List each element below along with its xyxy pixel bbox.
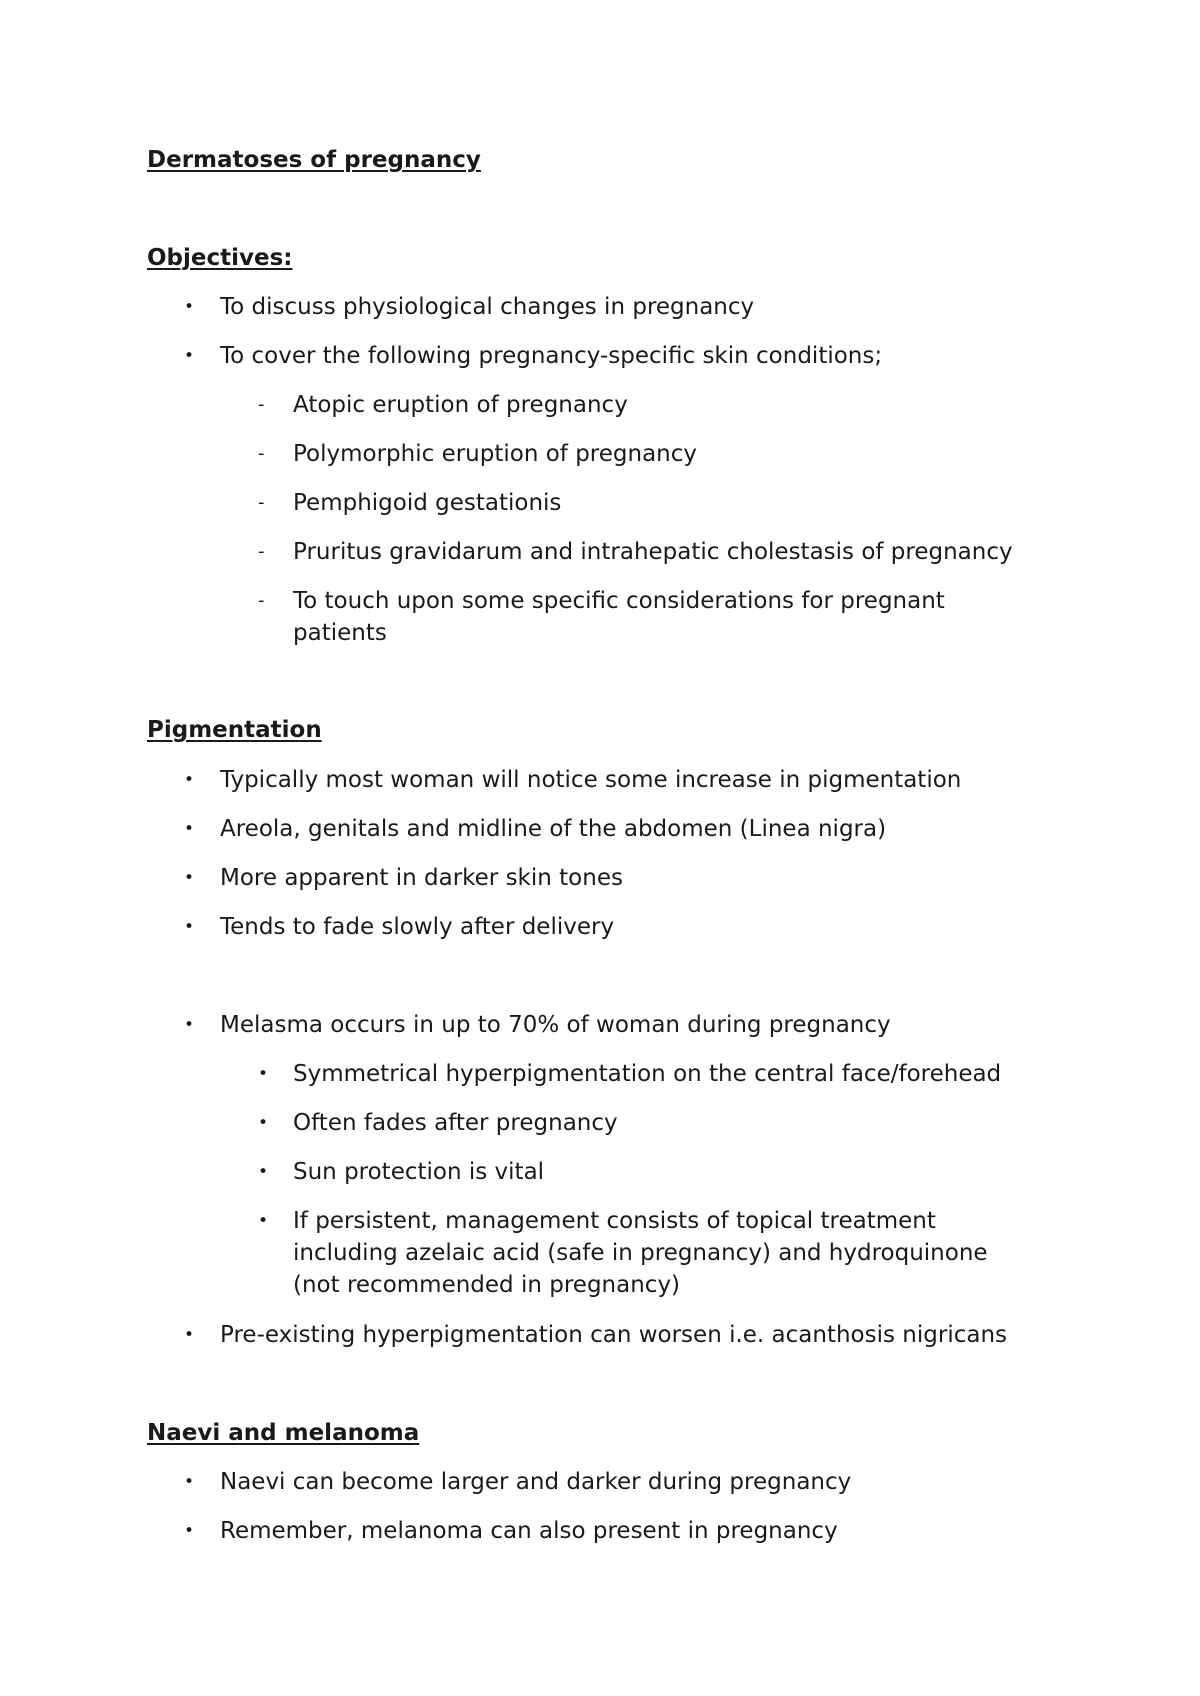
bullet-marker: • <box>184 819 195 839</box>
bullet-marker: • <box>184 770 195 790</box>
sub-list-item: Symmetrical hyperpigmentation on the central face/forehead <box>293 1061 1002 1087</box>
sub-list-item: Pruritus gravidarum and intrahepatic cholestasis of pregnancy <box>293 539 1013 565</box>
dash-marker: - <box>258 394 265 415</box>
pigmentation-heading: Pigmentation <box>147 717 322 743</box>
bullet-marker: • <box>184 917 195 937</box>
bullet-marker: • <box>184 1015 195 1035</box>
list-item: Melasma occurs in up to 70% of woman during pregnancy <box>220 1012 891 1038</box>
naevi-heading: Naevi and melanoma <box>147 1420 420 1446</box>
list-item: Areola, genitals and midline of the abdomen (Linea nigra) <box>220 816 887 842</box>
sub-list-item-continuation: including azelaic acid (safe in pregnancy) and hydroquinone <box>293 1240 988 1266</box>
dash-marker: - <box>258 541 265 562</box>
bullet-marker: • <box>258 1211 269 1231</box>
list-item: Pre-existing hyperpigmentation can worsen i.e. acanthosis nigricans <box>220 1322 1008 1348</box>
bullet-marker: • <box>258 1162 269 1182</box>
bullet-marker: • <box>184 1521 195 1541</box>
sub-list-item: Polymorphic eruption of pregnancy <box>293 441 698 467</box>
bullet-marker: • <box>184 346 195 366</box>
dash-marker: - <box>258 492 265 513</box>
sub-list-item: Often fades after pregnancy <box>293 1110 618 1136</box>
list-item: More apparent in darker skin tones <box>220 865 623 891</box>
sub-list-item-continuation: patients <box>293 620 387 646</box>
sub-list-item: If persistent, management consists of topical treatment <box>293 1208 936 1234</box>
list-item: Naevi can become larger and darker during pregnancy <box>220 1469 852 1495</box>
dash-marker: - <box>258 443 265 464</box>
bullet-marker: • <box>258 1064 269 1084</box>
bullet-marker: • <box>258 1113 269 1133</box>
sub-list-item-continuation: (not recommended in pregnancy) <box>293 1272 681 1298</box>
dash-marker: - <box>258 590 265 611</box>
bullet-marker: • <box>184 297 195 317</box>
list-item: Typically most woman will notice some increase in pigmentation <box>220 767 962 793</box>
bullet-marker: • <box>184 1472 195 1492</box>
objectives-heading: Objectives: <box>147 245 293 271</box>
bullet-marker: • <box>184 868 195 888</box>
list-item: To discuss physiological changes in pregnancy <box>220 294 755 320</box>
list-item: To cover the following pregnancy-specific skin conditions; <box>220 343 883 369</box>
sub-list-item: Sun protection is vital <box>293 1159 545 1185</box>
list-item: Tends to fade slowly after delivery <box>220 914 615 940</box>
bullet-marker: • <box>184 1325 195 1345</box>
sub-list-item: Atopic eruption of pregnancy <box>293 392 628 418</box>
list-item: Remember, melanoma can also present in pregnancy <box>220 1518 838 1544</box>
sub-list-item: To touch upon some specific considerations for pregnant <box>293 588 945 614</box>
sub-list-item: Pemphigoid gestationis <box>293 490 562 516</box>
document-title: Dermatoses of pregnancy <box>147 147 481 173</box>
